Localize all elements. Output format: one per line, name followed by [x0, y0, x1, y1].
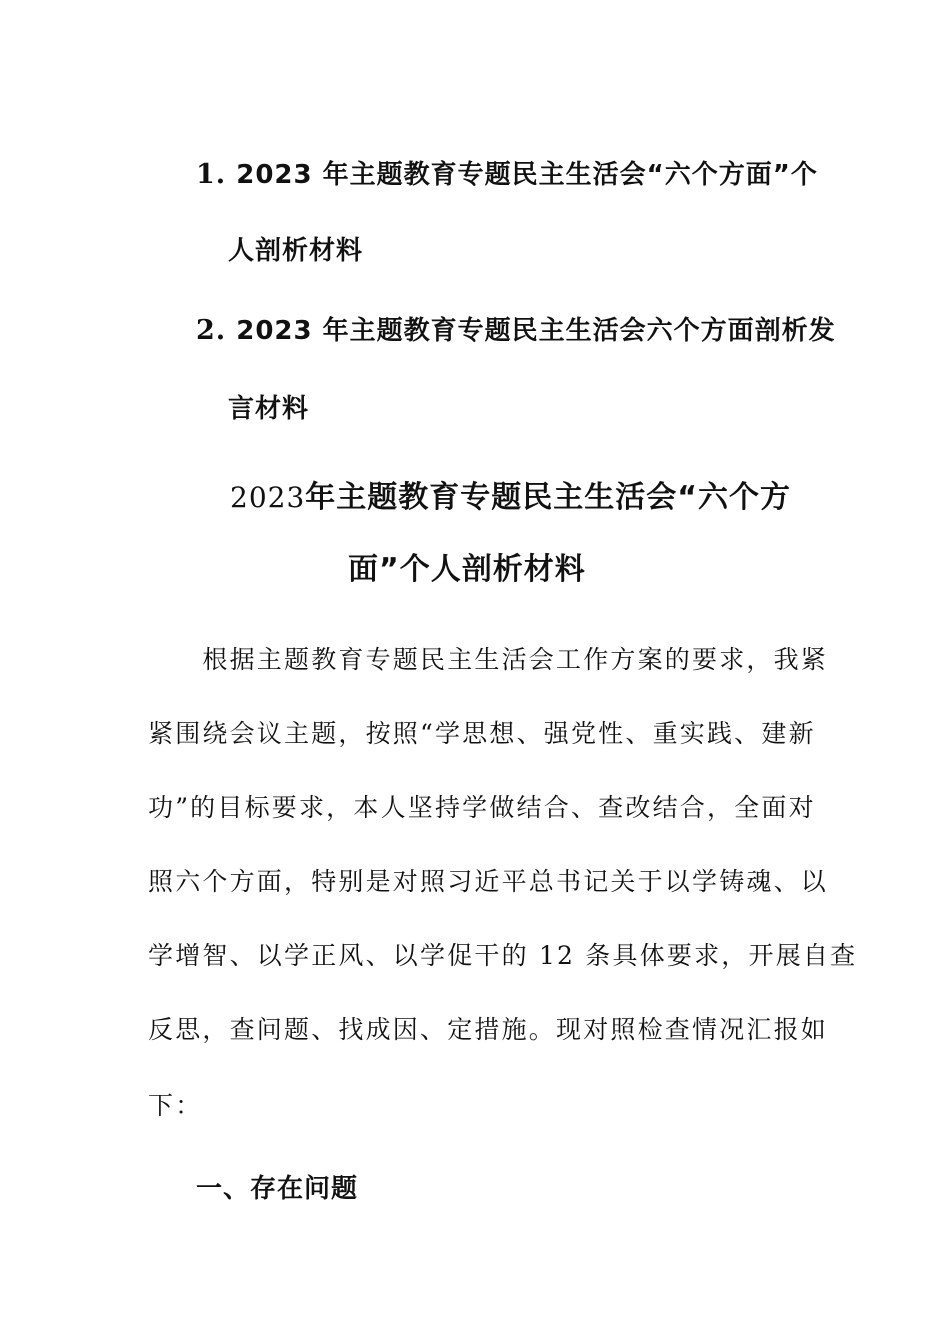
toc-item-2-number: 2. — [196, 315, 227, 346]
toc-item-2-continued[interactable] — [228, 388, 309, 425]
document-title-line-2: 面”个人剖析材料 — [348, 552, 586, 587]
toc-item-1[interactable] — [196, 154, 818, 191]
toc-item-1-title-line-1: 2023 年主题教育专题民主生活会“六个方面”个 — [236, 160, 818, 190]
document-title-line-1 — [230, 472, 791, 516]
paragraph-line-3: 功”的目标要求，本人坚持学做结合、查改结合，全面对 — [148, 793, 816, 822]
paragraph-line-1: 根据主题教育专题民主生活会工作方案的要求，我紧 — [148, 645, 829, 674]
paragraph-line-2: 紧围绕会议主题，按照“学思想、强党性、重实践、建新 — [148, 719, 816, 748]
toc-item-1-title-line-2: 人剖析材料 — [228, 236, 364, 266]
paragraph-line-5: 学增智、以学正风、以学促干的 12 条具体要求，开展自查 — [148, 941, 858, 970]
paragraph-line-6: 反思，查问题、找成因、定措施。现对照检查情况汇报如 — [148, 1015, 829, 1044]
toc-item-2-title-line-2: 言材料 — [228, 394, 310, 424]
document-title-text: 年主题教育专题民主生活会“六个方 — [305, 480, 791, 515]
toc-item-1-number: 1. — [196, 159, 227, 190]
toc-item-2-title-line-1: 2023 年主题教育专题民主生活会六个方面剖析发 — [236, 316, 836, 346]
toc-item-1-continued[interactable] — [228, 230, 363, 267]
paragraph-line-7: 下： — [148, 1091, 203, 1120]
document-title-year: 2023 — [230, 481, 306, 514]
toc-item-2[interactable] — [196, 310, 836, 347]
paragraph-line-4: 照六个方面，特别是对照习近平总书记关于以学铸魂、以 — [148, 867, 829, 896]
section-heading: 一、存在问题 — [196, 1174, 359, 1204]
